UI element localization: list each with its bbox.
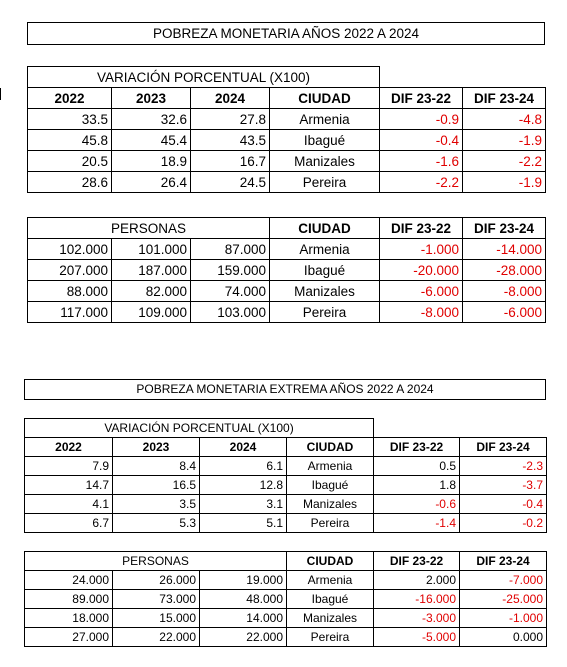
cell: 207.000 bbox=[28, 260, 112, 281]
diff-cell: 1.8 bbox=[374, 476, 460, 495]
diff-cell: -1.9 bbox=[463, 130, 546, 151]
cell: 45.8 bbox=[28, 130, 112, 151]
cell: 45.4 bbox=[112, 130, 191, 151]
table-header-row bbox=[28, 218, 546, 239]
diff-cell: -0.4 bbox=[460, 495, 547, 514]
city-cell: Pereira bbox=[270, 302, 380, 323]
city-cell: Manizales bbox=[287, 609, 374, 628]
diff-cell: 2.000 bbox=[374, 571, 460, 590]
table-subtitle: PERSONAS bbox=[25, 552, 287, 571]
table-header-row bbox=[25, 552, 547, 571]
city-cell: Pereira bbox=[287, 514, 374, 533]
diff-cell: 0.000 bbox=[460, 628, 547, 647]
diff-cell: -2.2 bbox=[463, 151, 546, 172]
city-cell: Armenia bbox=[270, 109, 380, 130]
column-header: DIF 23-24 bbox=[460, 552, 547, 571]
column-header: DIF 23-24 bbox=[463, 88, 546, 109]
cell: 102.000 bbox=[28, 239, 112, 260]
cell: 14.000 bbox=[200, 609, 287, 628]
cell: 22.000 bbox=[200, 628, 287, 647]
section1-people-table bbox=[27, 217, 546, 323]
diff-cell: -16.000 bbox=[374, 590, 460, 609]
city-cell: Manizales bbox=[287, 495, 374, 514]
diff-cell: -0.4 bbox=[380, 130, 463, 151]
cell: 101.000 bbox=[112, 239, 191, 260]
diff-cell: -1.000 bbox=[380, 239, 463, 260]
table-row bbox=[28, 109, 546, 130]
cell: 27.8 bbox=[191, 109, 270, 130]
diff-cell: -0.9 bbox=[380, 109, 463, 130]
diff-cell: -3.7 bbox=[460, 476, 547, 495]
cell: 20.5 bbox=[28, 151, 112, 172]
table-row bbox=[25, 457, 547, 476]
cell: 3.1 bbox=[200, 495, 287, 514]
table-row bbox=[28, 239, 546, 260]
table-subtitle: VARIACIÓN PORCENTUAL (X100) bbox=[28, 67, 380, 88]
table-row bbox=[28, 302, 546, 323]
diff-cell: -28.000 bbox=[463, 260, 546, 281]
diff-cell: -5.000 bbox=[374, 628, 460, 647]
city-cell: Pereira bbox=[270, 172, 380, 193]
cell: 33.5 bbox=[28, 109, 112, 130]
cell: 109.000 bbox=[112, 302, 191, 323]
cell: 159.000 bbox=[191, 260, 270, 281]
city-cell: Armenia bbox=[270, 239, 380, 260]
column-header: 2022 bbox=[28, 88, 112, 109]
table-row bbox=[28, 172, 546, 193]
table-row bbox=[28, 130, 546, 151]
table-row bbox=[25, 628, 547, 647]
column-header: 2024 bbox=[191, 88, 270, 109]
cell: 87.000 bbox=[191, 239, 270, 260]
city-cell: Ibagué bbox=[270, 130, 380, 151]
cell: 24.5 bbox=[191, 172, 270, 193]
section2-percent-table bbox=[24, 418, 547, 533]
column-header: 2022 bbox=[25, 438, 113, 457]
column-header: DIF 23-24 bbox=[463, 218, 546, 239]
diff-cell: -25.000 bbox=[460, 590, 547, 609]
diff-cell: -7.000 bbox=[460, 571, 547, 590]
cell: 6.7 bbox=[25, 514, 113, 533]
cell: 7.9 bbox=[25, 457, 113, 476]
cell: 32.6 bbox=[112, 109, 191, 130]
city-cell: Ibagué bbox=[287, 476, 374, 495]
cell: 28.6 bbox=[28, 172, 112, 193]
column-header: DIF 23-22 bbox=[374, 552, 460, 571]
cell: 5.1 bbox=[200, 514, 287, 533]
table-header-row bbox=[28, 88, 546, 109]
cell: 18.000 bbox=[25, 609, 113, 628]
table-row bbox=[25, 609, 547, 628]
diff-cell: -1.4 bbox=[374, 514, 460, 533]
cell: 73.000 bbox=[113, 590, 200, 609]
cell: 16.5 bbox=[113, 476, 200, 495]
section1-title: POBREZA MONETARIA AÑOS 2022 A 2024 bbox=[27, 22, 545, 45]
diff-cell: -0.6 bbox=[374, 495, 460, 514]
cell: 117.000 bbox=[28, 302, 112, 323]
table-header-row bbox=[25, 438, 547, 457]
city-cell: Armenia bbox=[287, 457, 374, 476]
cell: 27.000 bbox=[25, 628, 113, 647]
table-row bbox=[25, 590, 547, 609]
cell: 15.000 bbox=[113, 609, 200, 628]
column-header: CIUDAD bbox=[287, 552, 374, 571]
cell: 88.000 bbox=[28, 281, 112, 302]
cell: 12.8 bbox=[200, 476, 287, 495]
column-header: 2024 bbox=[200, 438, 287, 457]
city-cell: Pereira bbox=[287, 628, 374, 647]
cell: 82.000 bbox=[112, 281, 191, 302]
cell: 89.000 bbox=[25, 590, 113, 609]
cell: 6.1 bbox=[200, 457, 287, 476]
diff-cell: -8.000 bbox=[380, 302, 463, 323]
diff-cell: -20.000 bbox=[380, 260, 463, 281]
table-row bbox=[28, 151, 546, 172]
section2-title: POBREZA MONETARIA EXTREMA AÑOS 2022 A 2024 bbox=[24, 379, 546, 400]
diff-cell: -3.000 bbox=[374, 609, 460, 628]
diff-cell: -4.8 bbox=[463, 109, 546, 130]
cell: 103.000 bbox=[191, 302, 270, 323]
column-header: 2023 bbox=[112, 88, 191, 109]
diff-cell: -0.2 bbox=[460, 514, 547, 533]
city-cell: Armenia bbox=[287, 571, 374, 590]
table-subtitle: VARIACIÓN PORCENTUAL (X100) bbox=[25, 419, 374, 438]
city-cell: Ibagué bbox=[287, 590, 374, 609]
diff-cell: 0.5 bbox=[374, 457, 460, 476]
cell: 19.000 bbox=[200, 571, 287, 590]
column-header: CIUDAD bbox=[270, 88, 380, 109]
city-cell: Manizales bbox=[270, 281, 380, 302]
cell: 14.7 bbox=[25, 476, 113, 495]
diff-cell: -8.000 bbox=[463, 281, 546, 302]
column-header: DIF 23-22 bbox=[380, 88, 463, 109]
table-row bbox=[25, 571, 547, 590]
cell: 16.7 bbox=[191, 151, 270, 172]
column-header: CIUDAD bbox=[270, 218, 380, 239]
cell: 26.4 bbox=[112, 172, 191, 193]
diff-cell: -2.3 bbox=[460, 457, 547, 476]
column-header: DIF 23-22 bbox=[374, 438, 460, 457]
cell: 18.9 bbox=[112, 151, 191, 172]
table-row bbox=[25, 514, 547, 533]
page-edge-mark bbox=[0, 88, 4, 100]
table-row bbox=[28, 281, 546, 302]
section2-people-table bbox=[24, 551, 547, 647]
city-cell: Manizales bbox=[270, 151, 380, 172]
cell: 24.000 bbox=[25, 571, 113, 590]
diff-cell: -14.000 bbox=[463, 239, 546, 260]
diff-cell: -6.000 bbox=[380, 281, 463, 302]
diff-cell: -1.6 bbox=[380, 151, 463, 172]
cell: 74.000 bbox=[191, 281, 270, 302]
column-header: DIF 23-24 bbox=[460, 438, 547, 457]
diff-cell: -6.000 bbox=[463, 302, 546, 323]
table-row bbox=[25, 476, 547, 495]
table-subtitle: PERSONAS bbox=[28, 218, 270, 239]
cell: 187.000 bbox=[112, 260, 191, 281]
cell: 48.000 bbox=[200, 590, 287, 609]
cell: 4.1 bbox=[25, 495, 113, 514]
cell: 22.000 bbox=[113, 628, 200, 647]
table-row bbox=[25, 495, 547, 514]
cell: 26.000 bbox=[113, 571, 200, 590]
column-header: CIUDAD bbox=[287, 438, 374, 457]
diff-cell: -1.9 bbox=[463, 172, 546, 193]
cell: 43.5 bbox=[191, 130, 270, 151]
diff-cell: -2.2 bbox=[380, 172, 463, 193]
table-row bbox=[28, 260, 546, 281]
cell: 3.5 bbox=[113, 495, 200, 514]
cell: 8.4 bbox=[113, 457, 200, 476]
section1-percent-table bbox=[27, 66, 546, 193]
diff-cell: -1.000 bbox=[460, 609, 547, 628]
cell: 5.3 bbox=[113, 514, 200, 533]
city-cell: Ibagué bbox=[270, 260, 380, 281]
column-header: DIF 23-22 bbox=[380, 218, 463, 239]
column-header: 2023 bbox=[113, 438, 200, 457]
